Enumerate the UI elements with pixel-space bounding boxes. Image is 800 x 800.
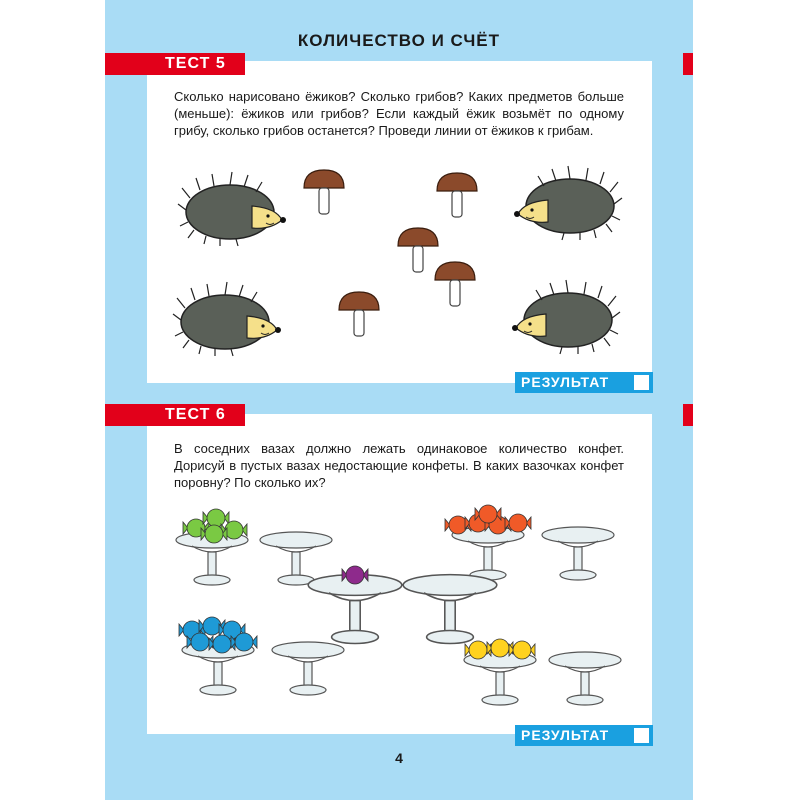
test6-task-text: В соседних вазах должно лежать одинаковое количество конфет. Дорисуй в пустых вазах недостающие конфеты. В каких вазочках конфет поровну? По сколько их? [174,441,624,490]
hedgehog-4 [512,280,620,354]
test5-task-text: Сколько нарисовано ёжиков? Сколько грибов? Каких предметов больше (меньше): ёжиков или грибов? Если каждый ёжик возьмёт по одному грибу, сколько грибов останется? Проведи линии от ёжиков к грибам. [174,89,624,138]
mushroom-2 [437,173,477,217]
test5-result-badge [515,372,653,393]
vase-3 [452,527,524,580]
vase-8 [272,642,344,695]
vase-9 [464,652,536,705]
test5-result-box[interactable] [634,375,649,390]
hedgehog-2 [514,166,622,240]
page-number: 4 [395,750,403,766]
test6-result-box[interactable] [634,728,649,743]
test6-result-badge [515,725,653,746]
test6-result-label: РЕЗУЛЬТАТ [521,727,610,743]
vase-4 [542,527,614,580]
vase-5 [308,575,402,644]
vase-6 [403,575,497,644]
mushroom-5 [339,292,379,336]
page-title: КОЛИЧЕСТВО И СЧЁТ [297,31,501,50]
mushroom-1 [304,170,344,214]
hedgehog-1 [178,172,286,246]
mushroom-4 [435,262,475,306]
test6-tab: ТЕСТ 6 [105,404,245,426]
test5-result-label: РЕЗУЛЬТАТ [521,374,610,390]
mushroom-3 [398,228,438,272]
hedgehog-3 [173,282,281,356]
vase-10 [549,652,621,705]
test5-tab: ТЕСТ 5 [105,53,245,75]
